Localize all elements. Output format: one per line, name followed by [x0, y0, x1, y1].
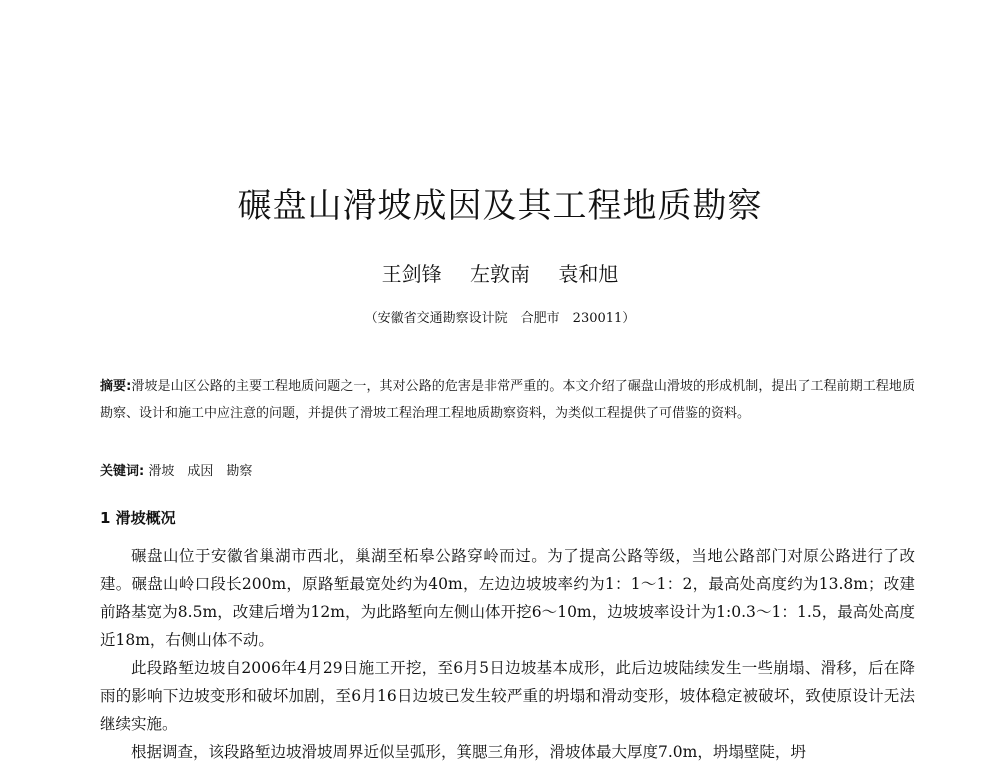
abstract-text: 滑坡是山区公路的主要工程地质问题之一，其对公路的危害是非常严重的。本文介绍了碾盘山滑坡的形成机制，提出了工程前期工程地质勘察、设计和施工中应注意的问题，并提供了滑坡工程治理工程地质勘察资料，为类似工程提供了可借鉴的资料。 — [100, 379, 915, 421]
body-paragraph: 此段路堑边坡自2006年4月29日施工开挖，至6月5日边坡基本成形，此后边坡陆续发生一些崩塌、滑移，后在降雨的影响下边坡变形和破坏加剧，至6月16日边坡已发生较严重的坍塌和滑动变形，坡体稳定被破坏，致使原设计无法继续实施。 — [100, 659, 915, 733]
paper-authors: 王剑锋 左敦南 袁和旭 — [381, 262, 619, 286]
section-heading: 1 滑坡概况 — [100, 509, 176, 527]
body-paragraph: 根据调查，该段路堑边坡滑坡周界近似呈弧形，箕腮三角形，滑坡体最大厚度7.0m，坍塌壁陡，坍 — [131, 743, 806, 761]
abstract-label: 摘要: — [100, 379, 132, 394]
paper-title: 碾盘山滑坡成因及其工程地质勘察 — [237, 186, 763, 226]
keywords — [100, 460, 252, 479]
keywords-label: 关键词: — [100, 464, 145, 479]
body-text — [100, 542, 915, 766]
body-paragraph: 碾盘山位于安徽省巢湖市西北，巢湖至柘皋公路穿岭而过。为了提高公路等级，当地公路部门对原公路进行了改建。碾盘山岭口段长200m，原路堑最宽处约为40m，左边边坡坡率约为1：1～1：2，最高处高度约为13.8m；改建前路基宽为8.5m，改建后增为12m，为此路堑向左侧山体开挖6～10m，边坡坡率设计为1:0.3～1：1.5，最高处高度近18m，右侧山体不动。 — [100, 547, 915, 649]
abstract — [100, 373, 915, 427]
paper-affiliation: （安徽省交通勘察设计院 合肥市 230011） — [364, 311, 636, 326]
keywords-text: 滑坡 成因 勘察 — [148, 464, 253, 479]
